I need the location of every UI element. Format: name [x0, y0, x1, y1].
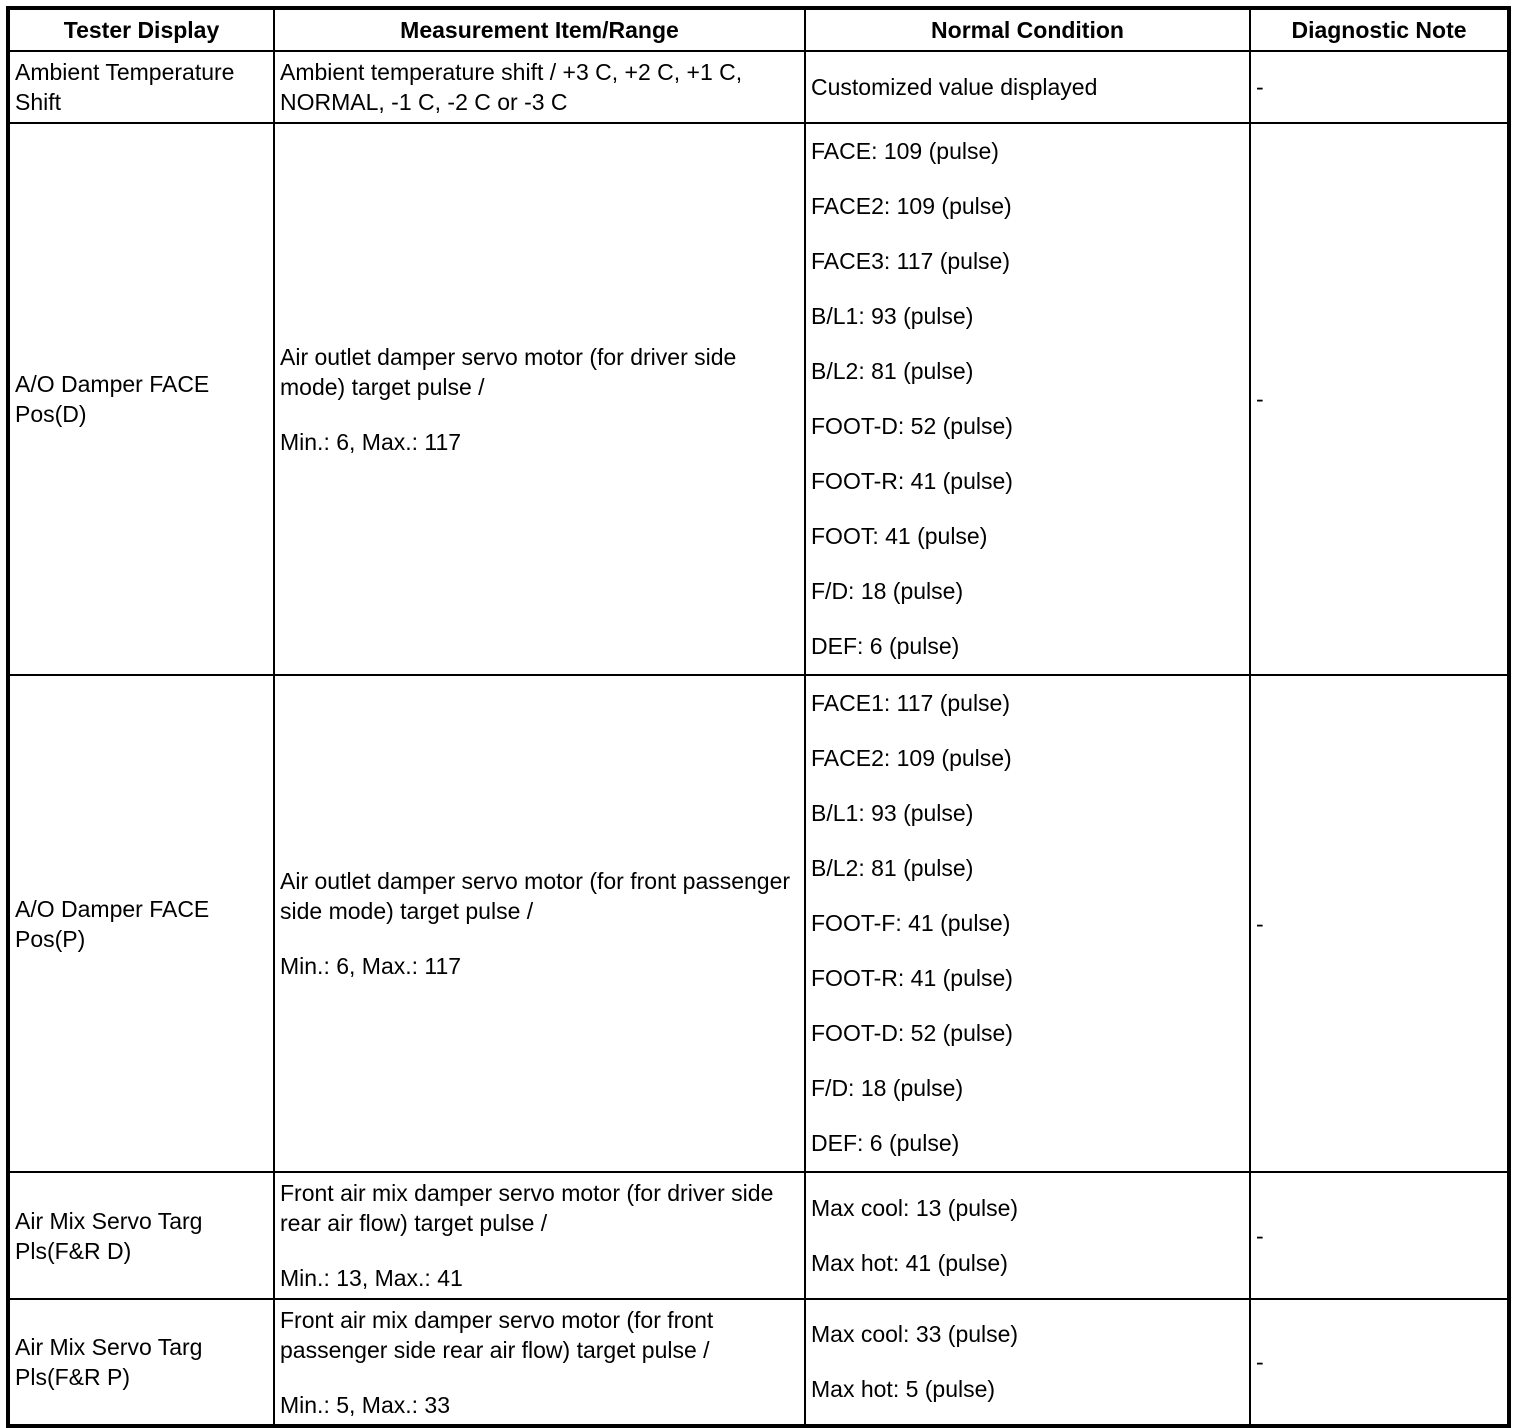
condition-text: FACE3: 117 (pulse) — [811, 248, 1011, 274]
condition-text: FACE2: 109 (pulse) — [811, 745, 1012, 771]
condition-text: FACE1: 117 (pulse) — [811, 690, 1011, 716]
condition-text: DEF: 6 (pulse) — [811, 633, 960, 659]
measurement-cell — [274, 51, 805, 123]
condition-cell — [805, 1172, 1250, 1299]
condition-text: DEF: 6 (pulse) — [811, 1130, 960, 1156]
table-row — [8, 675, 1509, 1172]
condition-text: FOOT-R: 41 (pulse) — [811, 965, 1013, 991]
diagnostic-note-cell: - — [1250, 51, 1509, 123]
measurement-text: Ambient temperature shift / +3 C, +2 C, +1 C, NORMAL, -1 C, -2 C or -3 C — [280, 59, 743, 115]
table-row — [8, 1172, 1509, 1299]
tester-display-cell: Ambient Temperature Shift — [8, 51, 274, 123]
condition-cell — [805, 1299, 1250, 1426]
condition-text: FOOT: 41 (pulse) — [811, 523, 988, 549]
condition-text: FOOT-D: 52 (pulse) — [811, 1020, 1013, 1046]
table-row — [8, 123, 1509, 675]
condition-text: B/L1: 93 (pulse) — [811, 800, 974, 826]
condition-text: FACE2: 109 (pulse) — [811, 193, 1012, 219]
condition-text: F/D: 18 (pulse) — [811, 578, 964, 604]
tester-display-cell: A/O Damper FACE Pos(P) — [8, 675, 274, 1172]
condition-text: F/D: 18 (pulse) — [811, 1075, 964, 1101]
condition-text: Max hot: 5 (pulse) — [811, 1376, 996, 1402]
measurement-text: Front air mix damper servo motor (for driver side rear air flow) target pulse / — [280, 1180, 774, 1236]
condition-text: FACE: 109 (pulse) — [811, 138, 999, 164]
condition-text: B/L2: 81 (pulse) — [811, 855, 974, 881]
header-row — [8, 8, 1509, 51]
table-row — [8, 1299, 1509, 1426]
condition-text: FOOT-F: 41 (pulse) — [811, 910, 1011, 936]
measurement-range: Min.: 13, Max.: 41 — [280, 1265, 463, 1291]
header-tester-display: Tester Display — [8, 8, 274, 51]
header-diagnostic-note: Diagnostic Note — [1250, 8, 1509, 51]
condition-text: FOOT-D: 52 (pulse) — [811, 413, 1013, 439]
condition-cell — [805, 51, 1250, 123]
diagnostic-note-cell: - — [1250, 1172, 1509, 1299]
measurement-text: Air outlet damper servo motor (for front passenger side mode) target pulse / — [280, 868, 791, 924]
condition-cell — [805, 675, 1250, 1172]
condition-text: FOOT-R: 41 (pulse) — [811, 468, 1013, 494]
condition-text: B/L2: 81 (pulse) — [811, 358, 974, 384]
tester-display-cell: Air Mix Servo Targ Pls(F&R P) — [8, 1299, 274, 1426]
measurement-range: Min.: 5, Max.: 33 — [280, 1391, 451, 1418]
measurement-text: Front air mix damper servo motor (for front passenger side rear air flow) target pulse / — [280, 1306, 714, 1363]
measurement-cell — [274, 675, 805, 1172]
condition-text: Max cool: 33 (pulse) — [811, 1321, 1019, 1347]
table-row — [8, 51, 1509, 123]
condition-text: Max hot: 41 (pulse) — [811, 1249, 1008, 1276]
measurement-range: Min.: 6, Max.: 117 — [280, 953, 462, 979]
document-page — [6, 6, 1507, 1418]
condition-cell — [805, 123, 1250, 675]
diagnostic-note-cell: - — [1250, 123, 1509, 675]
condition-text: Max cool: 13 (pulse) — [811, 1194, 1019, 1221]
data-list-table — [6, 6, 1511, 1428]
tester-display-cell: A/O Damper FACE Pos(D) — [8, 123, 274, 675]
measurement-cell — [274, 1299, 805, 1426]
measurement-cell — [274, 1172, 805, 1299]
measurement-range: Min.: 6, Max.: 117 — [280, 428, 462, 455]
diagnostic-note-cell: - — [1250, 675, 1509, 1172]
diagnostic-note-cell: - — [1250, 1299, 1509, 1426]
condition-text: Customized value displayed — [811, 74, 1098, 100]
header-measurement-item: Measurement Item/Range — [274, 8, 805, 51]
condition-text: B/L1: 93 (pulse) — [811, 303, 974, 329]
measurement-cell — [274, 123, 805, 675]
header-normal-condition: Normal Condition — [805, 8, 1250, 51]
measurement-text: Air outlet damper servo motor (for driver side mode) target pulse / — [280, 343, 737, 400]
tester-display-cell: Air Mix Servo Targ Pls(F&R D) — [8, 1172, 274, 1299]
